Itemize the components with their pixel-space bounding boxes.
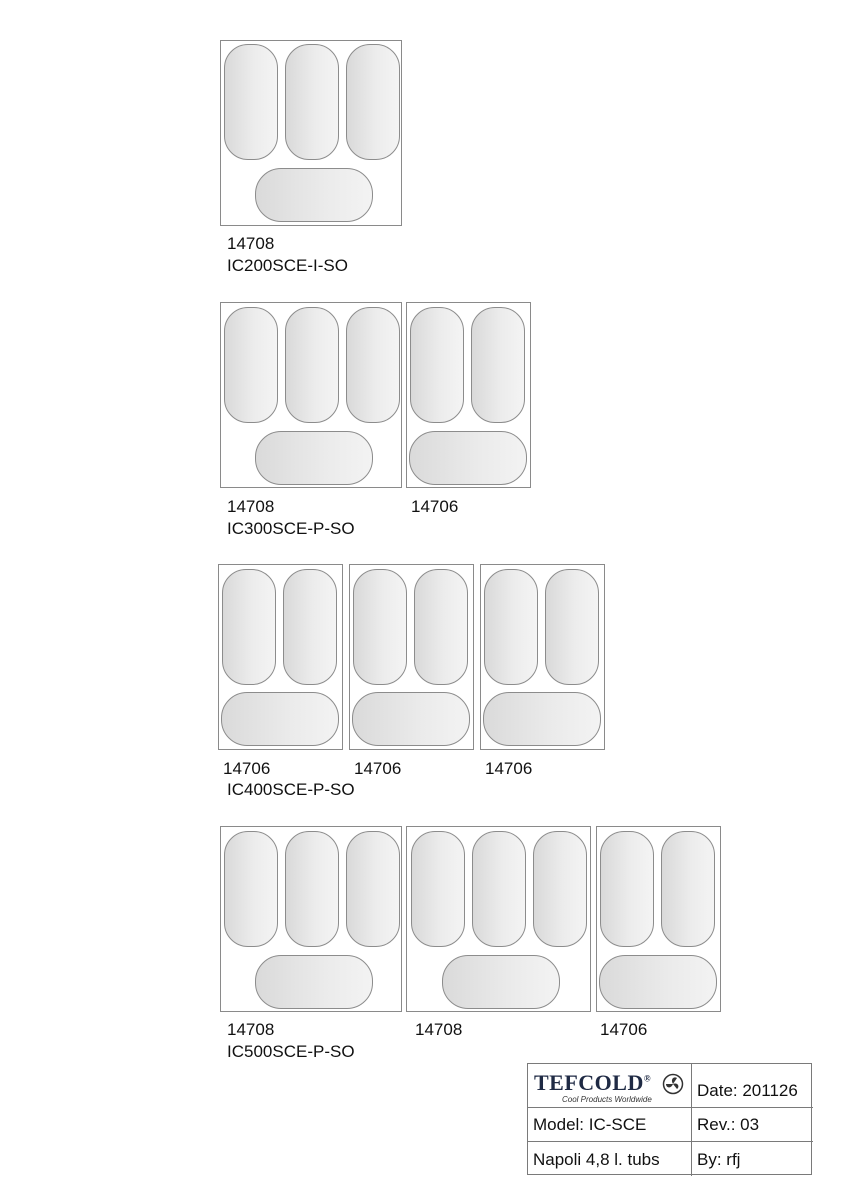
vertical-tub [600,831,654,947]
tub-layout-frame [480,564,605,750]
vertical-tub [222,569,276,685]
model-name: IC300SCE-P-SO [227,519,355,538]
date-cell: Date: 201126 [692,1064,813,1108]
unit-code: 14708 [227,1020,275,1039]
horizontal-tub [483,692,601,746]
vertical-tub [224,307,278,423]
horizontal-tub [599,955,717,1009]
vertical-tub [414,569,468,685]
vertical-tub [472,831,526,947]
unit-code: 14706 [223,759,271,778]
vertical-tub [285,831,339,947]
vertical-tub [346,44,400,160]
tub-layout-frame [220,302,402,488]
unit-code: 14706 [600,1020,648,1039]
vertical-tub [353,569,407,685]
tub-layout-frame [220,40,402,226]
horizontal-tub [409,431,527,485]
horizontal-tub [255,955,373,1009]
tub-layout-frame [406,826,591,1012]
model-cell: Model: IC-SCE [528,1108,692,1142]
revision-cell: Rev.: 03 [692,1108,813,1142]
tefcold-logo [534,1070,651,1096]
unit-code: 14708 [227,234,275,253]
vertical-tub [484,569,538,685]
vertical-tub [410,307,464,423]
unit-code: 14706 [411,497,459,516]
horizontal-tub [255,168,373,222]
description-cell: Napoli 4,8 l. tubs [528,1142,692,1176]
snowflake-fan-icon [662,1073,684,1095]
vertical-tub [224,831,278,947]
vertical-tub [285,307,339,423]
tub-layout-frame [349,564,474,750]
unit-code: 14706 [354,759,402,778]
horizontal-tub [352,692,470,746]
vertical-tub [661,831,715,947]
vertical-tub [285,44,339,160]
vertical-tub [224,44,278,160]
author-cell: By: rfj [697,1150,741,1169]
unit-code: 14708 [227,497,275,516]
tub-layout-frame [596,826,721,1012]
logo-cell [528,1064,692,1108]
title-block [527,1063,812,1175]
model-name: IC400SCE-P-SO [227,780,355,799]
tub-layout-frame [406,302,531,488]
vertical-tub [346,307,400,423]
unit-code: 14708 [415,1020,463,1039]
horizontal-tub [442,955,560,1009]
tub-layout-frame [220,826,402,1012]
vertical-tub [471,307,525,423]
vertical-tub [411,831,465,947]
vertical-tub [346,831,400,947]
registered-mark: ® [643,1073,652,1084]
model-name: IC200SCE-I-SO [227,256,348,275]
logo-tagline: Cool Products Worldwide [562,1095,652,1104]
vertical-tub [283,569,337,685]
model-name: IC500SCE-P-SO [227,1042,355,1061]
unit-code: 14706 [485,759,533,778]
logo-text: TEFCOLD [534,1070,644,1095]
vertical-tub [533,831,587,947]
horizontal-tub [255,431,373,485]
tub-layout-frame [218,564,343,750]
vertical-tub [545,569,599,685]
horizontal-tub [221,692,339,746]
